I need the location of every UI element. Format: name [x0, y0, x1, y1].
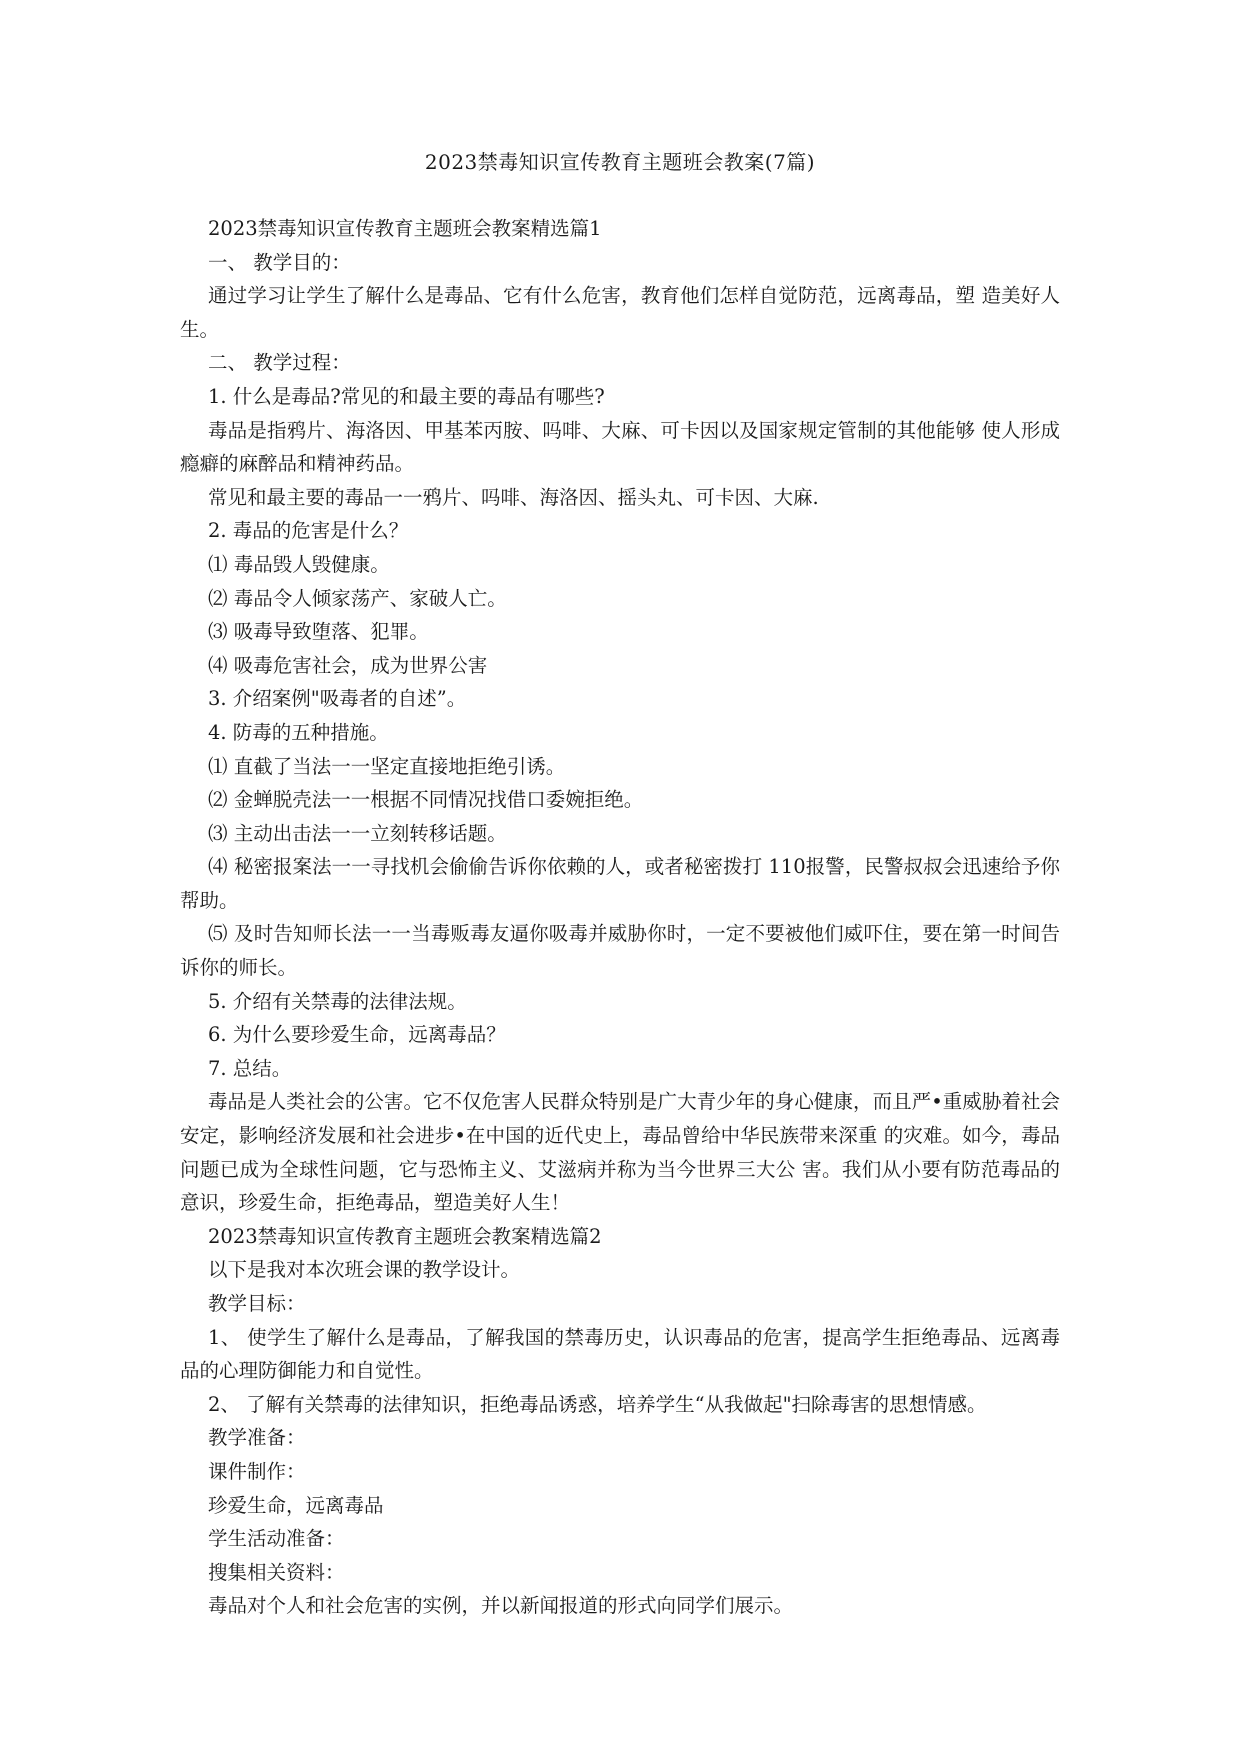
paragraph: 教学目标： — [208, 1292, 306, 1315]
paragraph: 2023禁毒知识宣传教育主题班会教案精选篇1 — [208, 217, 602, 240]
paragraph: 2. 毒品的危害是什么？ — [208, 519, 409, 543]
paragraph: ⑴ 毒品毁人毁健康。 — [208, 552, 390, 576]
paragraph: 教学准备： — [208, 1426, 306, 1450]
paragraph: 一、 教学目的： — [208, 250, 351, 274]
paragraph: ⑴ 直截了当法一一坚定直接地拒绝引诱。 — [208, 754, 566, 778]
paragraph: ⑷ 秘密报案法一一寻找机会偷偷告诉你依赖的人，或者秘密拨打 110报警，民警叔叔会迅速给予你帮助。 — [180, 855, 1060, 912]
paragraph: 珍爱生命，远离毒品 — [208, 1493, 384, 1517]
paragraph: ⑵ 毒品令人倾家荡产、家破人亡。 — [208, 586, 507, 610]
paragraph: 毒品是指鸦片、海洛因、甲基苯丙胺、吗啡、大麻、可卡因以及国家规定管制的其他能够 使人形成瘾癖的麻醉品和精神药品。 — [180, 418, 1060, 476]
paragraph: 二、 教学过程： — [208, 351, 351, 375]
paragraph: 常见和最主要的毒品一一鸦片、吗啡、海洛因、摇头丸、可卡因、大麻. — [208, 485, 819, 509]
paragraph: 5. 介绍有关禁毒的法律法规。 — [208, 989, 467, 1013]
paragraph: 学生活动准备： — [208, 1527, 345, 1551]
paragraph: 课件制作： — [208, 1459, 306, 1483]
paragraph: 3. 介绍案例"吸毒者的自述”。 — [208, 687, 467, 711]
paragraph: 1、 使学生了解什么是毒品，了解我国的禁毒历史，认识毒品的危害，提高学生拒绝毒品、远离毒品的心理防御能力和自觉性。 — [180, 1325, 1060, 1383]
paragraph: 2023禁毒知识宣传教育主题班会教案精选篇2 — [208, 1224, 602, 1248]
paragraph: ⑶ 主动出击法一一立刻转移话题。 — [208, 821, 507, 845]
document-title: 2023禁毒知识宣传教育主题班会教案(7篇) — [424, 150, 816, 174]
paragraph: 2、 了解有关禁毒的法律知识，拒绝毒品诱惑，培养学生“从我做起"扫除毒害的思想情感。 — [208, 1392, 987, 1416]
paragraph: ⑶ 吸毒导致堕落、犯罪。 — [208, 620, 429, 644]
paragraph: 1. 什么是毒品?常见的和最主要的毒品有哪些? — [208, 384, 605, 408]
paragraph: 毒品是人类社会的公害。它不仅危害人民群众特别是广大青少年的身心健康，而且严•重威胁着社会安定，影响经济发展和社会进步•在中国的近代史上，毒品曾给中华民族带来深重 的灾难。如今，毒品问题已成为全球性问题，它与恐怖主义、艾滋病并称为当今世界三大公 害。我们从小要有防范毒品的意识，珍爱生命，拒绝毒品，塑造美好人生！ — [180, 1090, 1060, 1215]
paragraph: ⑷ 吸毒危害社会，成为世界公害 — [208, 653, 488, 677]
paragraph: 7. 总结。 — [208, 1056, 292, 1080]
paragraph: 搜集相关资料： — [208, 1560, 345, 1584]
paragraph: ⑸ 及时告知师长法一一当毒贩毒友逼你吸毒并威胁你时，一定不要被他们威吓住，要在第一时间告诉你的师长。 — [180, 922, 1060, 980]
paragraph: ⑵ 金蝉脱壳法一一根据不同情况找借口委婉拒绝。 — [208, 788, 644, 812]
paragraph: 通过学习让学生了解什么是毒品、它有什么危害，教育他们怎样自觉防范，远离毒品，塑 造美好人生。 — [180, 284, 1060, 341]
document-body — [180, 212, 1060, 1623]
paragraph: 毒品对个人和社会危害的实例，并以新闻报道的形式向同学们展示。 — [208, 1594, 794, 1618]
paragraph: 4. 防毒的五种措施。 — [208, 720, 389, 744]
paragraph: 6. 为什么要珍爱生命，远离毒品？ — [208, 1023, 506, 1047]
paragraph: 以下是我对本次班会课的教学设计。 — [208, 1258, 521, 1282]
